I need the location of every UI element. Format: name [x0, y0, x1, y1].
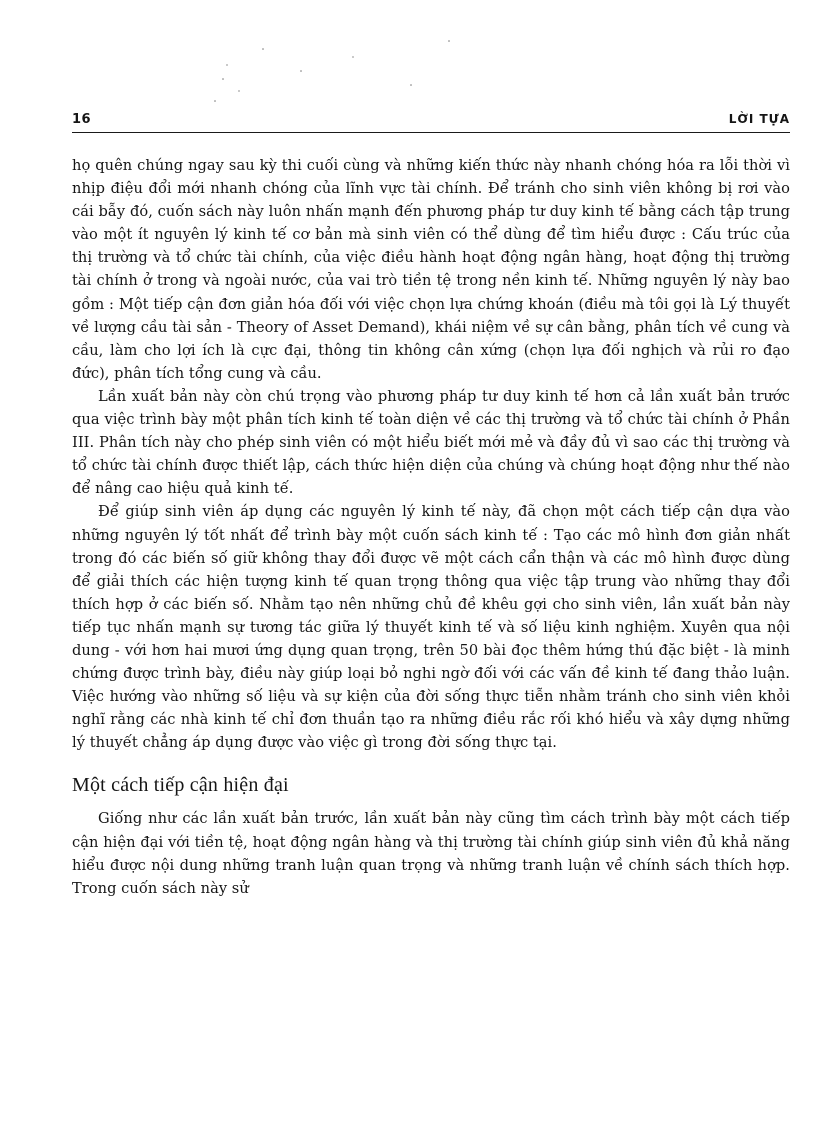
body-paragraph: Giống như các lần xuất bản trước, lần xuất bản này cũng tìm cách trình bày một cách tiếp cận hiện đại với tiền tệ, hoạt động ngân hàng và thị trường tài chính giúp sinh viên đủ khả năng hiểu được nội dung những tranh luận quan trọng và những tranh luận về chính sách thích hợp. Trong cuốn sách này sử	[72, 810, 790, 897]
scan-speck	[300, 70, 302, 72]
scan-speck	[214, 100, 216, 102]
body-paragraph: Để giúp sinh viên áp dụng các nguyên lý kinh tế này, đã chọn một cách tiếp cận dựa vào những nguyên lý tốt nhất để trình bày một cuốn sách kinh tế : Tạo các mô hình đơn giản nhất trong đó các biến số giữ không thay đổi được vẽ một cách cẩn thận và các mô hình được dùng để giải thích các hiện tượng kinh tế quan trọng thông qua việc tập trung vào những thay đổi thích hợp ở các biến số. Nhằm tạo nên những chủ đề khêu gợi cho sinh viên, lần xuất bản này tiếp tục nhấn mạnh sự tương tác giữa lý thuyết kinh tế và số liệu kinh nghiệm. Xuyên qua nội dung - với hơn hai mươi ứng dụng quan trọng, trên 50 bài đọc thêm hứng thú đặc biệt - là minh chứng được trình bày, điều này giúp loại bỏ nghi ngờ đối với các vấn đề kinh tế đang thảo luận. Việc hướng vào những số liệu và sự kiện của đời sống thực tiễn nhằm tránh cho sinh viên khỏi nghĩ rằng các nhà kinh tế chỉ đơn thuần tạo ra những điều rắc rối khó hiểu và xây dựng những lý thuyết chẳng áp dụng được vào việc gì trong đời sống thực tại.	[72, 503, 790, 752]
scan-speck	[222, 78, 224, 80]
scan-speck	[352, 56, 354, 58]
scan-speck	[448, 40, 450, 42]
body-paragraph: họ quên chúng ngay sau kỳ thi cuối cùng và những kiến thức này nhanh chóng hóa ra lỗi thời vì nhịp điệu đổi mới nhanh chóng của lĩnh vực tài chính. Để tránh cho sinh viên không bị rơi vào cái bẫy đó, cuốn sách này luôn nhấn mạnh đến phương pháp tư duy kinh tế bằng cách tập trung vào một ít nguyên lý kinh tế cơ bản mà sinh viên có thể dùng để tìm hiểu được : Cấu trúc của thị trường và tổ chức tài chính, của việc điều hành hoạt động ngân hàng, hoạt động thị trường tài chính ở trong và ngoài nước, của vai trò tiền tệ trong nền kinh tế. Những nguyên lý này bao gồm : Một tiếp cận đơn giản hóa đối với việc chọn lựa chứng khoán (điều mà tôi gọi là Lý thuyết về lượng cầu tài sản - Theory of Asset Demand), khái niệm về sự cân bằng, phân tích về cung và cầu, làm cho lợi ích là cực đại, thông tin không cân xứng (chọn lựa đối nghịch và rủi ro đạo đức), phân tích tổng cung và cầu.	[72, 157, 790, 382]
scan-speck	[262, 48, 264, 50]
scan-speck	[226, 64, 228, 66]
body-paragraph: Lần xuất bản này còn chú trọng vào phương pháp tư duy kinh tế hơn cả lần xuất bản trước qua việc trình bày một phân tích kinh tế toàn diện về các thị trường và tổ chức tài chính ở Phần III. Phân tích này cho phép sinh viên có một hiểu biết mới mẻ và đầy đủ vì sao các thị trường và tổ chức tài chính được thiết lập, cách thức hiện diện của chúng và chúng hoạt động như thế nào để nâng cao hiệu quả kinh tế.	[72, 387, 790, 498]
scan-speck	[238, 90, 240, 92]
running-header	[72, 110, 790, 133]
section-title: LỜI TỰA	[728, 112, 790, 126]
scan-speck	[410, 84, 412, 86]
section-heading: Một cách tiếp cận hiện đại	[72, 774, 289, 797]
page-number: 16	[72, 112, 92, 127]
body-text	[72, 154, 790, 900]
